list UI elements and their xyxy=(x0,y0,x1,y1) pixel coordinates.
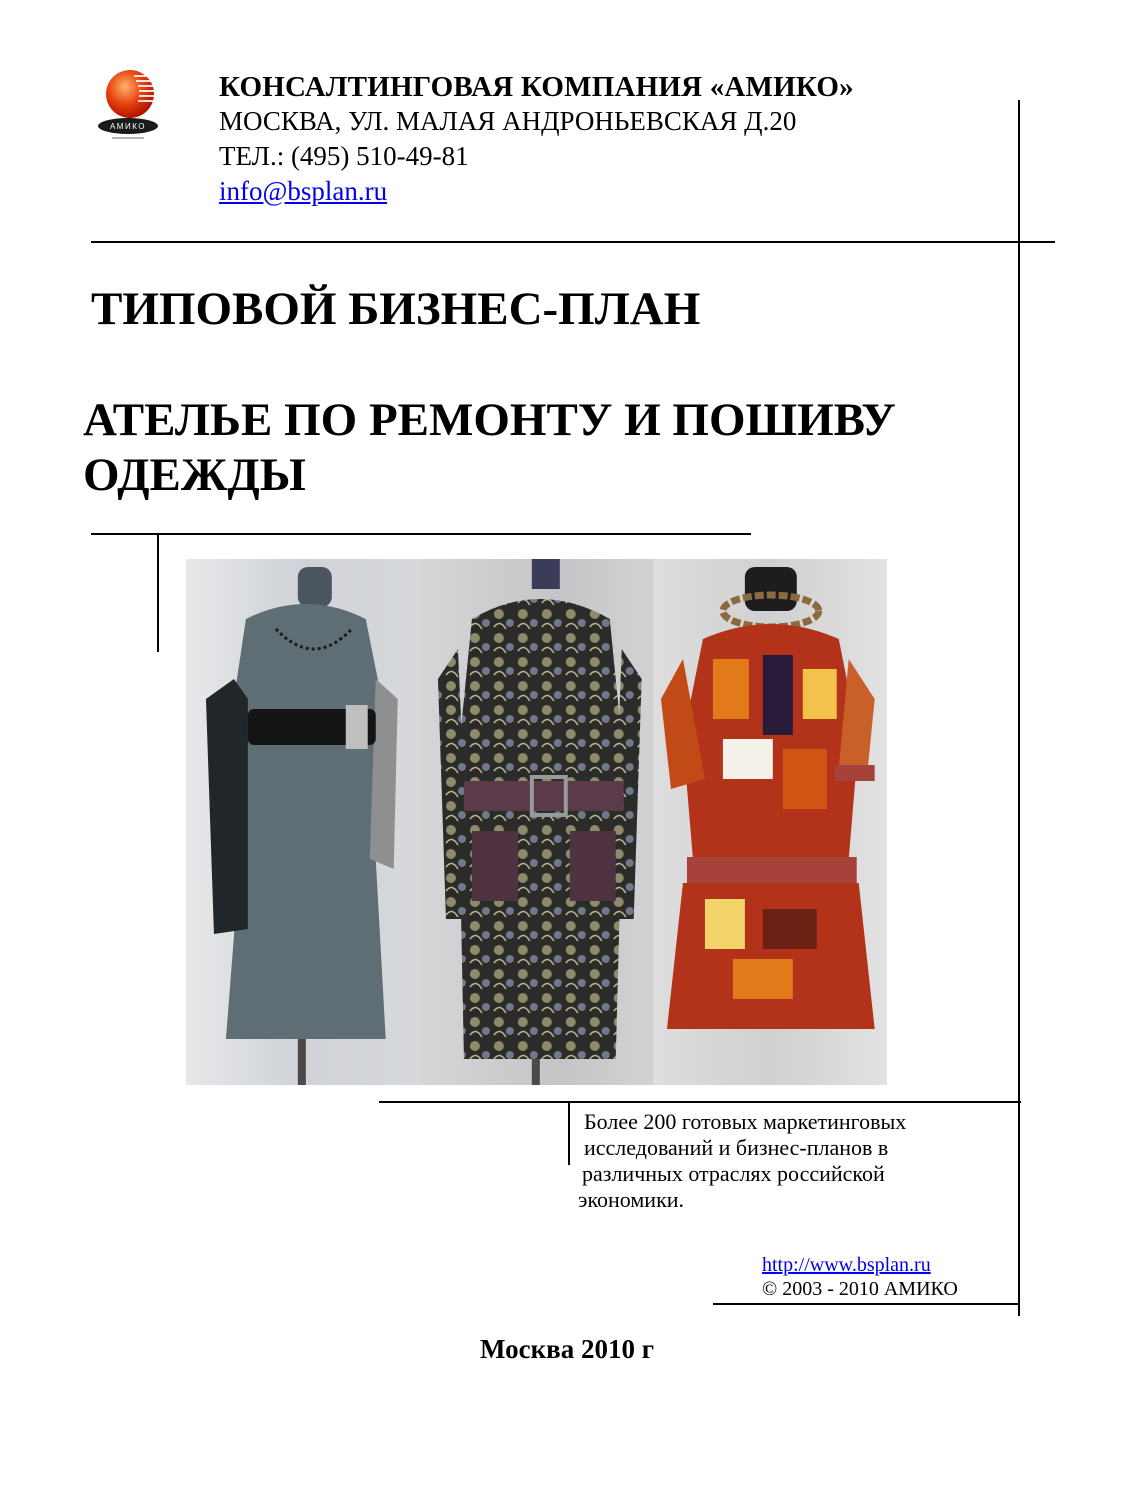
title-divider xyxy=(91,533,751,535)
photo-gray-dress xyxy=(186,559,420,1085)
gray-dress-image xyxy=(186,559,420,1085)
company-address: МОСКВА, УЛ. МАЛАЯ АНДРОНЬЕВСКАЯ Д.20 xyxy=(219,106,797,136)
logo-graphic xyxy=(96,66,160,144)
clothing-photo-collage xyxy=(186,559,887,1085)
footer-divider xyxy=(713,1303,1018,1305)
promo-line: экономики. xyxy=(578,1187,685,1212)
place-and-year: Москва 2010 г xyxy=(480,1334,655,1364)
document-type-heading: ТИПОВОЙ БИЗНЕС-ПЛАН xyxy=(91,283,701,335)
promo-vertical-rule xyxy=(568,1103,570,1165)
print-dress-image xyxy=(653,559,887,1085)
left-vertical-rule xyxy=(157,535,159,652)
right-vertical-rule-top xyxy=(1018,100,1020,1120)
website-link[interactable]: http://www.bsplan.ru xyxy=(762,1254,931,1276)
photo-print-dress xyxy=(653,559,887,1085)
photo-paisley-coat xyxy=(420,559,654,1085)
document-title: АТЕЛЬЕ ПО РЕМОНТУ И ПОШИВУ ОДЕЖДЫ xyxy=(83,394,896,501)
right-vertical-rule-bottom xyxy=(1018,1120,1020,1316)
header-divider xyxy=(91,241,1055,243)
copyright-text: © 2003 - 2010 АМИКО xyxy=(762,1278,958,1300)
promo-line: Более 200 готовых маркетинговых xyxy=(584,1109,907,1134)
promo-line: различных отраслях российской xyxy=(582,1161,885,1186)
company-name: КОНСАЛТИНГОВАЯ КОМПАНИЯ «АМИКО» xyxy=(219,71,854,103)
promo-line: исследований и бизнес-планов в xyxy=(584,1135,889,1160)
promo-text xyxy=(578,1109,998,1213)
logo-text: АМИКО xyxy=(109,122,147,131)
company-phone: ТЕЛ.: (495) 510-49-81 xyxy=(219,141,469,171)
promo-divider xyxy=(379,1101,1021,1103)
amiko-logo xyxy=(96,66,160,144)
paisley-coat-image xyxy=(420,559,654,1085)
email-link[interactable]: info@bsplan.ru xyxy=(219,176,388,206)
